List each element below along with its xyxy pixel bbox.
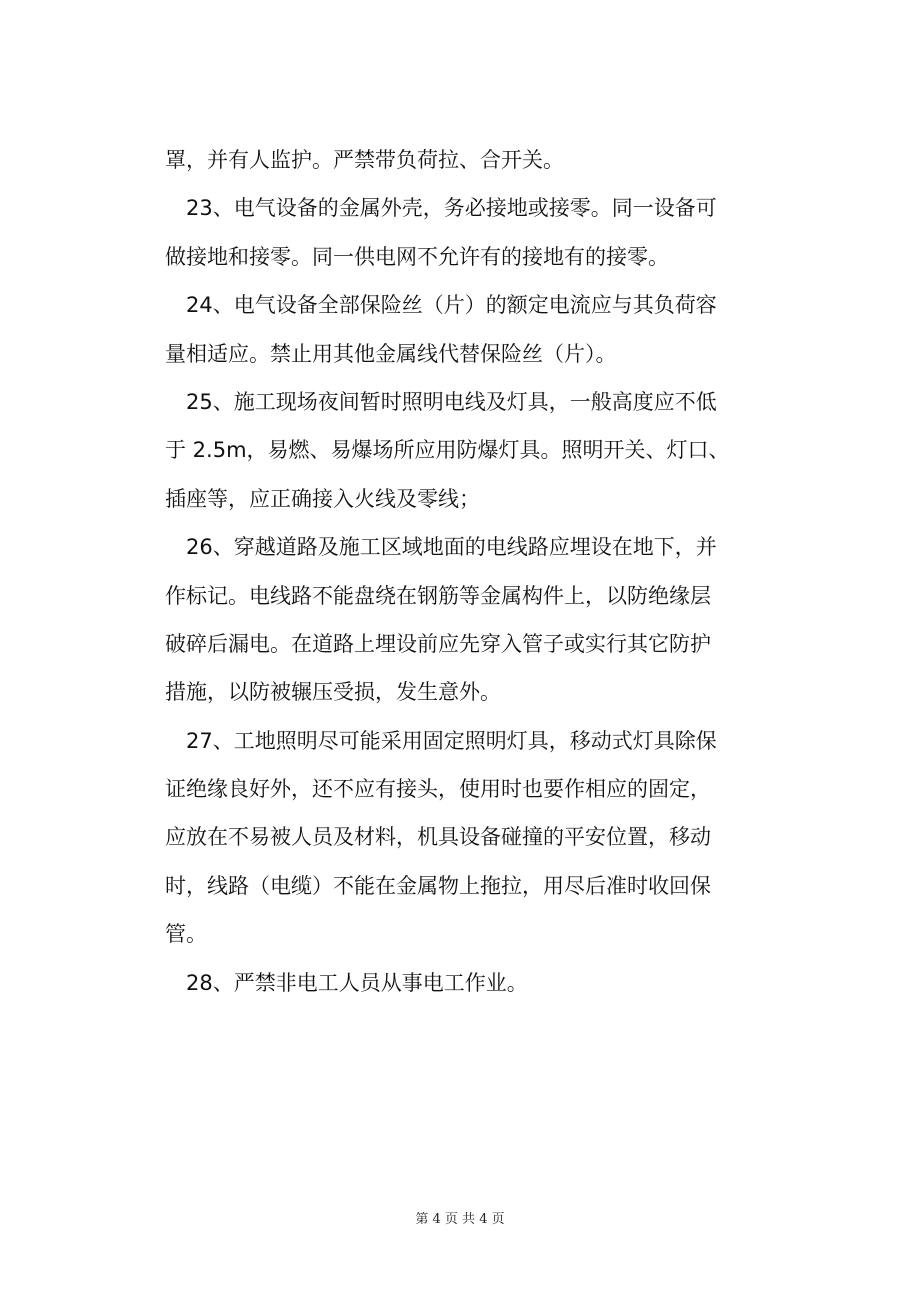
document-body — [165, 136, 775, 1007]
text-line: 应放在不易被人员及材料，机具设备碰撞的平安位置，移动 — [165, 825, 711, 850]
text-line: 罩，并有人监护。严禁带负荷拉、合开关。 — [165, 148, 564, 172]
text-line: 破碎后漏电。在道路上埋设前应先穿入管子或实行其它防护 — [165, 631, 711, 656]
text-line: 量相适应。禁止用其他金属线代替保险丝（片）。 — [165, 341, 617, 366]
text-line: 管。 — [165, 922, 207, 947]
text-line: 做接地和接零。同一供电网不允许有的接地有的接零。 — [165, 244, 669, 269]
text-line: 26、穿越道路及施工区域地面的电线路应埋设在地下，并 — [165, 535, 717, 560]
text-line: 作标记。电线路不能盘绕在钢筋等金属构件上，以防绝缘层 — [165, 583, 711, 608]
text-line: 23、电气设备的金属外壳，务必接地或接零。同一设备可 — [165, 196, 717, 221]
text-line: 插座等，应正确接入火线及零线； — [165, 486, 480, 511]
text-line: 证绝缘良好外，还不应有接头，使用时也要作相应的固定， — [165, 777, 711, 802]
text-line: 时，线路（电缆）不能在金属物上拖拉，用尽后准时收回保 — [165, 873, 711, 898]
page-number: 第 4 页 共 4 页 — [415, 1212, 505, 1227]
text-line: 措施，以防被辗压受损，发生意外。 — [165, 680, 501, 705]
text-line: 27、工地照明尽可能采用固定照明灯具，移动式灯具除保 — [165, 728, 717, 753]
text-line: 于 2.5m，易燃、易爆场所应用防爆灯具。照明开关、灯口、 — [165, 438, 730, 463]
text-line: 28、严禁非电工人员从事电工作业。 — [165, 970, 528, 995]
text-line: 24、电气设备全部保险丝（片）的额定电流应与其负荷容 — [165, 293, 717, 318]
text-line: 25、施工现场夜间暂时照明电线及灯具，一般高度应不低 — [165, 389, 717, 414]
